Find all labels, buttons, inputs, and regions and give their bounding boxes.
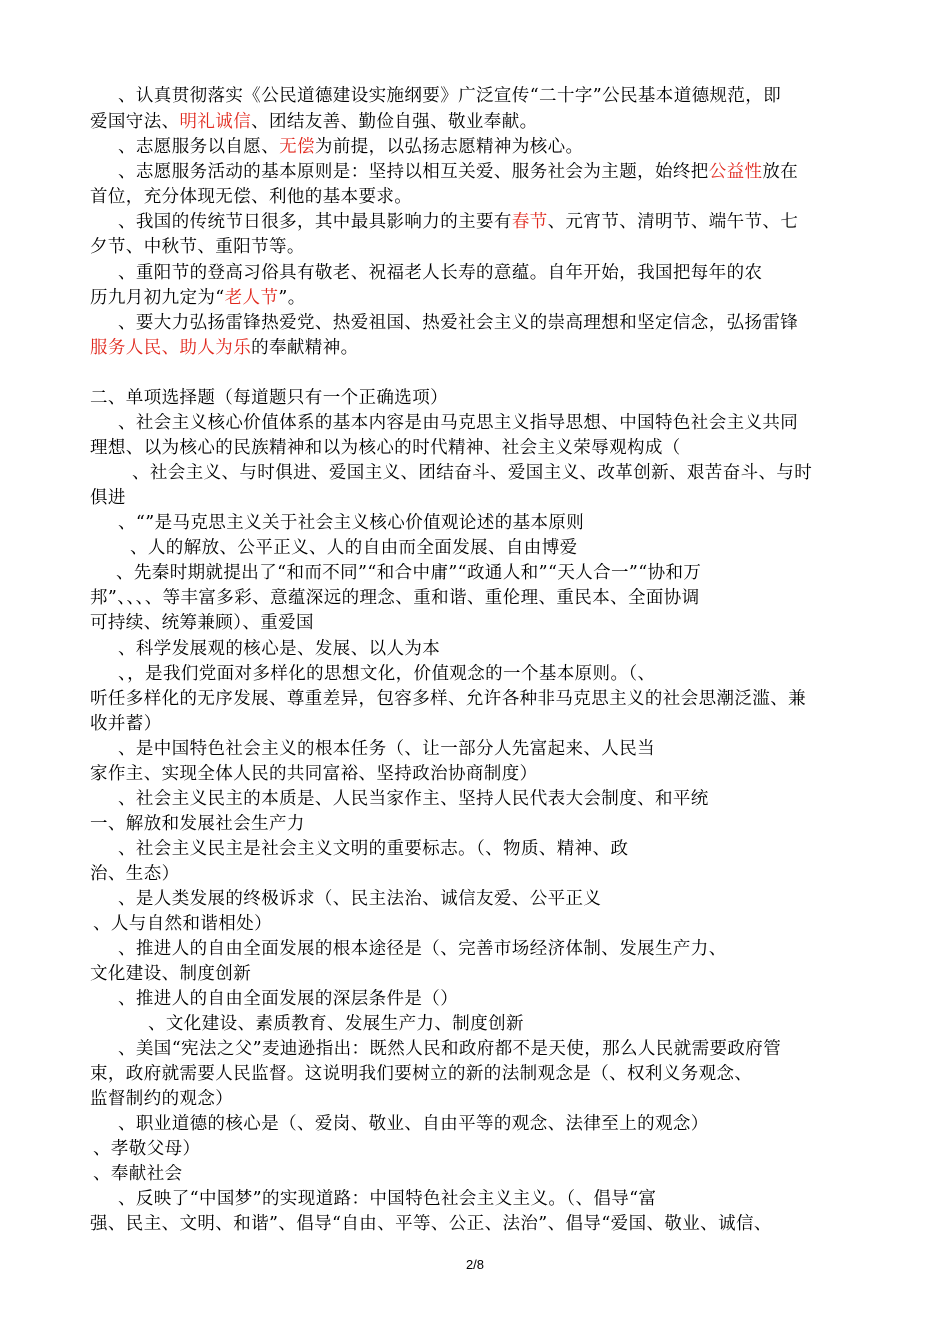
paragraph-line: 、文化建设、素质教育、发展生产力、制度创新: [148, 1014, 524, 1034]
paragraph-line: 文化建设、制度创新: [90, 964, 252, 984]
paragraph-line: 、是中国特色社会主义的根本任务（、让一部分人先富起来、人民当: [118, 739, 655, 759]
paragraph-line: 、社会主义核心价值体系的基本内容是由马克思主义指导思想、中国特色社会主义共同: [118, 413, 799, 433]
paragraph-line: 历九月初九定为“老人节”。: [90, 288, 306, 308]
paragraph-line: 邦”、、、、等丰富多彩、意蕴深远的理念、重和谐、重伦理、重民本、全面协调: [90, 588, 700, 608]
paragraph-line: 、要大力弘扬雷锋热爱党、热爱祖国、热爱社会主义的崇高理想和坚定信念，弘扬雷锋: [118, 313, 799, 333]
paragraph-line: 服务人民、助人为乐的奉献精神。: [90, 338, 359, 358]
paragraph-line: 、重阳节的登高习俗具有敬老、祝福老人长寿的意蕴。自年开始，我国把每年的农: [118, 263, 763, 283]
paragraph-line: 监督制约的观念）: [90, 1089, 234, 1109]
highlight-text: 公益性: [708, 162, 763, 182]
paragraph-line: 理想、以为核心的民族精神和以为核心的时代精神、社会主义荣辱观构成（: [90, 438, 681, 458]
paragraph-line: 、志愿服务以自愿、无偿为前提，以弘扬志愿精神为核心。: [118, 137, 584, 157]
paragraph-line: 爱国守法、明礼诚信、团结友善、勤俭自强、敬业奉献。: [90, 112, 538, 132]
paragraph-line: 、推进人的自由全面发展的深层条件是（）: [118, 989, 459, 1009]
paragraph-line: 、社会主义、与时俱进、爱国主义、团结奋斗、爱国主义、改革创新、艰苦奋斗、与时: [132, 463, 813, 483]
paragraph-line: 、是人类发展的终极诉求（、民主法治、诚信友爱、公平正义: [118, 889, 602, 909]
paragraph-line: 、奉献社会: [93, 1164, 183, 1184]
paragraph-line: 、反映了“中国梦”的实现道路：中国特色社会主义主义。（、倡导“富: [118, 1189, 657, 1209]
paragraph-line: 夕节、中秋节、重阳节等。: [90, 237, 305, 257]
paragraph-line: 可持续、统筹兼顾）、重爱国: [90, 613, 314, 633]
paragraph-line: 束，政府就需要人民监督。这说明我们要树立的新的法制观念是（、权利义务观念、: [90, 1064, 753, 1084]
paragraph-line: 、人与自然和谐相处）: [93, 914, 272, 934]
paragraph-line: 、，是我们党面对多样化的思想文化，价值观念的一个基本原则。（、: [118, 664, 656, 684]
paragraph-line: 、人的解放、公平正义、人的自由而全面发展、自由博爱: [130, 538, 578, 558]
paragraph-line: 、认真贯彻落实《公民道德建设实施纲要》广泛宣传“二十字”公民基本道德规范，即: [118, 86, 782, 106]
paragraph-line: 首位，充分体现无偿、利他的基本要求。: [90, 187, 413, 207]
paragraph-line: 、社会主义民主的本质是、人民当家作主、坚持人民代表大会制度、和平统: [118, 789, 709, 809]
paragraph-line: 强、民主、文明、和谐”、倡导“自由、平等、公正、法治”、倡导“爱国、敬业、诚信、: [90, 1214, 772, 1234]
paragraph-line: 听任多样化的无序发展、尊重差异，包容多样、允许各种非马克思主义的社会思潮泛滥、兼: [90, 689, 806, 709]
paragraph-line: 俱进: [90, 488, 126, 508]
paragraph-line: 、推进人的自由全面发展的根本途径是（、完善市场经济体制、发展生产力、: [118, 939, 727, 959]
paragraph-line: 一、解放和发展社会生产力: [90, 814, 305, 834]
paragraph-line: 、志愿服务活动的基本原则是：坚持以相互关爱、服务社会为主题，始终把公益性放在: [118, 162, 799, 182]
paragraph-line: 家作主、实现全体人民的共同富裕、坚持政治协商制度）: [90, 764, 538, 784]
highlight-text: 老人节: [224, 288, 279, 308]
paragraph-line: 、美国“宪法之父”麦迪逊指出：既然人民和政府都不是天使，那么人民就需要政府管: [118, 1039, 782, 1059]
paragraph-line: 收并蓄）: [90, 714, 162, 734]
highlight-text: 明礼诚信: [179, 112, 252, 132]
paragraph-line: 、“”是马克思主义关于社会主义核心价值观论述的基本原则: [118, 513, 585, 533]
section-heading: 二、单项选择题（每道题只有一个正确选项）: [90, 388, 448, 408]
paragraph-line: 、我国的传统节日很多，其中最具影响力的主要有春节、元宵节、清明节、端午节、七: [118, 212, 799, 232]
highlight-text: 服务人民、助人为乐: [90, 338, 252, 358]
paragraph-line: 、孝敬父母）: [93, 1139, 201, 1159]
paragraph-line: 、先秦时期就提出了“和而不同”“和合中庸”“政通人和”“天人合一”“协和万: [116, 563, 702, 583]
paragraph-line: 、社会主义民主是社会主义文明的重要标志。（、物质、精神、政: [118, 839, 629, 859]
paragraph-line: 、科学发展观的核心是、发展、以人为本: [118, 639, 441, 659]
page-number: 2/8: [465, 1257, 485, 1272]
paragraph-line: 治、生态）: [90, 864, 180, 884]
paragraph-line: 、职业道德的核心是（、爱岗、敬业、自由平等的观念、法律至上的观念）: [118, 1114, 709, 1134]
highlight-text: 春节: [511, 212, 548, 232]
highlight-text: 无偿: [279, 137, 315, 157]
